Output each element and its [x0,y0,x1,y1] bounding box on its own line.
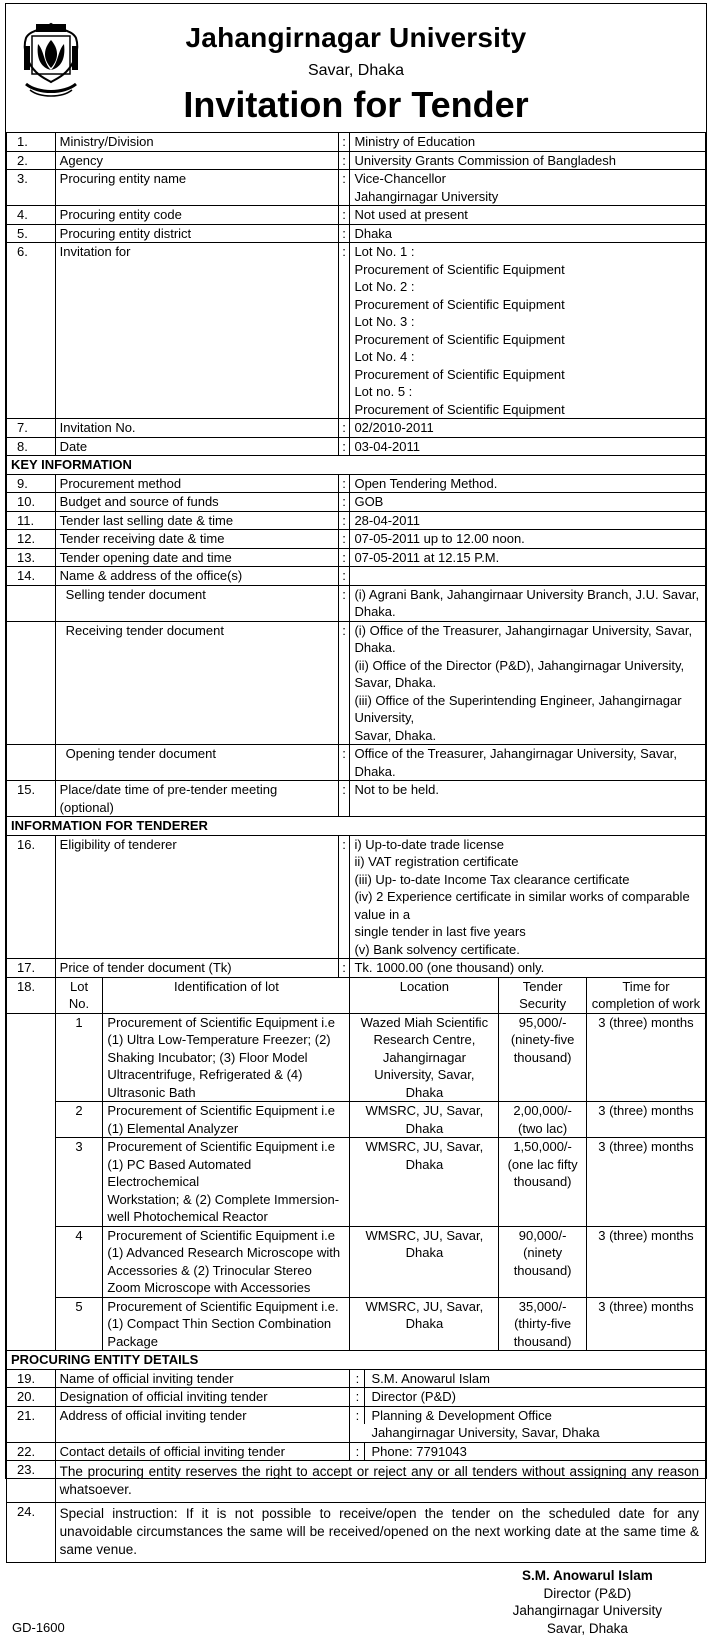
row-number: 6. [7,243,56,419]
text-line: (two lac) [503,1120,582,1138]
text-line: Procurement of Scientific Equipment i.e [107,1227,345,1245]
lot-number: 2 [55,1102,103,1138]
row-label: Tender receiving date & time [55,530,338,549]
row-value [350,959,706,978]
lot-identification [103,1226,350,1297]
text-line: University Grants Commission of Bangladesh [354,152,701,170]
separator: : [350,1370,365,1388]
row-number: 24. [7,1503,56,1563]
text-line: Dhaka [354,1315,494,1333]
text-line: Procurement of Scientific Equipment [354,366,701,384]
notice-title: Invitation for Tender [6,84,706,126]
text-line: Accessories & (2) Trinocular Stereo [107,1262,345,1280]
text-line: Zoom Microscope with Accessories [107,1279,345,1297]
text-line: WMSRC, JU, Savar, [354,1138,494,1156]
note-text: The procuring entity reserves the right to accept or reject any or all tenders without assigning any reason whatsoever. [55,1461,705,1503]
university-name: Jahangirnagar University [6,22,706,54]
separator: : [338,530,350,549]
row-number: 4. [7,206,56,225]
separator: : [338,493,350,512]
text-line: (i) Office of the Treasurer, Jahangirnagar University, Savar, Dhaka. [354,622,701,657]
location-header: Location [350,977,499,1013]
info-row [7,959,706,978]
separator: : [338,133,350,152]
lot-security [499,1226,587,1297]
text-line: Savar, Dhaka. [354,727,701,745]
separator: : [338,548,350,567]
section-heading: PROCURING ENTITY DETAILS [7,1351,706,1370]
row-value [350,170,706,206]
text-line: (iv) 2 Experience certificate in similar works of comparable value in a [354,888,701,923]
text-line: 95,000/- [503,1014,582,1032]
text-line: Wazed Miah Scientific [354,1014,494,1032]
row-value [350,474,706,493]
security-header: Tender Security [499,977,587,1013]
info-row [7,224,706,243]
separator: : [338,959,350,978]
text-line: (ii) Office of the Director (P&D), Jahangirnagar University, Savar, Dhaka. [354,657,701,692]
row-number: 1. [7,133,56,152]
text-line: 02/2010-2011 [354,419,701,437]
text-line: Dhaka [354,225,701,243]
row-label: Designation of official inviting tender [55,1388,350,1407]
lot-location [350,1297,499,1351]
lot-completion-time: 3 (three) months [586,1226,705,1297]
text-line: thousand) [503,1333,582,1351]
notice-code: GD-1600 [12,1620,65,1635]
lot-row [7,1138,706,1227]
row-value [350,243,706,419]
text-line: Phone: 7791043 [371,1443,466,1461]
row-value [350,224,706,243]
text-line: Lot No. 2 : [354,278,701,296]
row-value [350,151,706,170]
text-line: Procurement of Scientific Equipment i.e [107,1102,345,1120]
note-row [7,1503,706,1563]
lot-number: 1 [55,1013,103,1102]
text-line: Workstation; & (2) Complete Immersion- [107,1191,345,1209]
info-row [7,567,706,586]
lot-location [350,1138,499,1227]
row-number: 20. [7,1388,56,1407]
row-number: 21. [7,1406,56,1442]
lot-location [350,1013,499,1102]
row-value [350,133,706,152]
text-line: Jahangirnagar University, Savar, Dhaka [371,1424,599,1442]
text-line: Procurement of Scientific Equipment i.e. [107,1298,345,1316]
time-header: Time for completion of work [586,977,705,1013]
info-row [7,835,706,959]
text-line: 2,00,000/- [503,1102,582,1120]
row-number: 7. [7,419,56,438]
row-label: Invitation No. [55,419,338,438]
info-row [7,437,706,456]
info-row [7,585,706,621]
info-row [7,474,706,493]
row-label: Selling tender document [55,585,338,621]
text-line: Procurement of Scientific Equipment i.e [107,1138,345,1156]
row-number: 5. [7,224,56,243]
info-row [7,1369,706,1388]
row-label: Opening tender document [55,745,338,781]
text-line: Lot No. 3 : [354,313,701,331]
lot-completion-time: 3 (three) months [586,1013,705,1102]
text-line: Open Tendering Method. [354,475,701,493]
row-value [350,835,706,959]
row-label: Address of official inviting tender [55,1406,350,1442]
row-label: Procuring entity district [55,224,338,243]
lots-header-row [7,977,706,1013]
row-label: Place/date time of pre-tender meeting (optional) [55,781,338,817]
text-line: 35,000/- [503,1298,582,1316]
row-label: Eligibility of tenderer [55,835,338,959]
info-row [7,548,706,567]
info-row [7,511,706,530]
text-line: GOB [354,493,701,511]
lot-completion-time: 3 (three) months [586,1138,705,1227]
text-line: (ninety [503,1244,582,1262]
row-number: 18. [7,977,56,1013]
text-line: i) Up-to-date trade license [354,836,701,854]
text-line: well Photochemical Reactor [107,1208,345,1226]
identification-header: Identification of lot [103,977,350,1013]
notice-footer [6,1563,706,1635]
separator: : [338,745,350,781]
row-value [350,781,706,817]
university-location: Savar, Dhaka [6,62,706,80]
row-number [7,745,56,781]
info-row [7,170,706,206]
row-label: Ministry/Division [55,133,338,152]
row-value [350,1369,706,1388]
lot-number: 5 [55,1297,103,1351]
info-row [7,530,706,549]
lot-security [499,1297,587,1351]
text-line: Lot No. 1 : [354,243,701,261]
text-line: Dhaka [354,1244,494,1262]
text-line: Procurement of Scientific Equipment [354,331,701,349]
lot-completion-time: 3 (three) months [586,1102,705,1138]
row-label: Procuring entity code [55,206,338,225]
row-label: Tender opening date and time [55,548,338,567]
row-value [350,493,706,512]
text-line: Vice-Chancellor [354,170,701,188]
text-line: Package [107,1333,345,1351]
separator: : [338,511,350,530]
row-value [350,511,706,530]
row-label: Name of official inviting tender [55,1369,350,1388]
text-line: Office of the Treasurer, Jahangirnagar University, Savar, Dhaka. [354,745,701,780]
text-line: Ultracentrifuge, Refrigerated & (4) [107,1066,345,1084]
row-value [350,419,706,438]
text-line: Tk. 1000.00 (one thousand) only. [354,959,701,977]
text-line: (ninety-five [503,1031,582,1049]
row-number: 16. [7,835,56,959]
text-line: WMSRC, JU, Savar, [354,1227,494,1245]
text-line: ii) VAT registration certificate [354,853,701,871]
signatory-designation: Director (P&D) [513,1585,662,1603]
row-value [350,1406,706,1442]
text-line: Ministry of Education [354,133,701,151]
lot-identification [103,1102,350,1138]
text-line: Jahangirnagar University [354,188,701,206]
row-number: 17. [7,959,56,978]
info-row [7,1388,706,1407]
text-line: 07-05-2011 at 12.15 P.M. [354,549,701,567]
row-value [350,1388,706,1407]
row-value [350,437,706,456]
lot-identification [103,1297,350,1351]
lot-row [7,1013,706,1102]
lot-location [350,1226,499,1297]
note-row [7,1461,706,1503]
info-row [7,1406,706,1442]
lot-identification [103,1138,350,1227]
row-value [350,548,706,567]
lot-identification [103,1013,350,1102]
text-line: University, Savar, Dhaka [354,1066,494,1101]
row-label: Agency [55,151,338,170]
info-row [7,151,706,170]
lot-number: 4 [55,1226,103,1297]
text-line: (1) Elemental Analyzer [107,1120,345,1138]
lot-row [7,1226,706,1297]
separator: : [338,151,350,170]
separator: : [338,437,350,456]
separator: : [338,781,350,817]
tender-notice [5,3,707,1479]
text-line: thousand) [503,1049,582,1067]
info-row [7,133,706,152]
text-line: (v) Bank solvency certificate. [354,941,701,959]
separator: : [338,243,350,419]
row-value [350,206,706,225]
lot-number: 3 [55,1138,103,1227]
text-line: single tender in last five years [354,923,701,941]
row-number: 3. [7,170,56,206]
info-row [7,493,706,512]
row-value [350,621,706,745]
row-value [350,530,706,549]
info-row [7,243,706,419]
tender-table [6,132,706,1563]
signatory-organization: Jahangirnagar University [513,1602,662,1620]
text-line: (one lac fifty [503,1156,582,1174]
signatory-place: Savar, Dhaka [513,1620,662,1637]
row-label: Contact details of official inviting tender [55,1442,350,1461]
lot-location [350,1102,499,1138]
text-line: (1) PC Based Automated Electrochemical [107,1156,345,1191]
separator: : [350,1443,365,1461]
text-line: thousand) [503,1173,582,1191]
text-line: (1) Compact Thin Section Combination [107,1315,345,1333]
text-line: Lot no. 5 : [354,383,701,401]
text-line: Director (P&D) [371,1388,456,1406]
lot-security [499,1102,587,1138]
row-number: 2. [7,151,56,170]
info-row [7,745,706,781]
row-number: 22. [7,1442,56,1461]
text-line: (iii) Up- to-date Income Tax clearance certificate [354,871,701,889]
separator: : [350,1407,365,1425]
row-label: Tender last selling date & time [55,511,338,530]
separator: : [338,835,350,959]
row-number: 9. [7,474,56,493]
separator: : [350,1388,365,1406]
row-number: 23. [7,1461,56,1503]
text-line: (iii) Office of the Superintending Engineer, Jahangirnagar University, [354,692,701,727]
separator: : [338,206,350,225]
text-line: (1) Advanced Research Microscope with [107,1244,345,1262]
text-line: Dhaka [354,1120,494,1138]
separator: : [338,170,350,206]
info-row [7,1442,706,1461]
text-line: Ultrasonic Bath [107,1084,345,1102]
row-label: Price of tender document (Tk) [55,959,338,978]
text-line: thousand) [503,1262,582,1280]
row-number: 13. [7,548,56,567]
row-number: 11. [7,511,56,530]
text-line: (1) Ultra Low-Temperature Freezer; (2) [107,1031,345,1049]
text-line: Procurement of Scientific Equipment i.e [107,1014,345,1032]
text-line: Not to be held. [354,781,701,799]
section-heading: KEY INFORMATION [7,456,706,475]
info-row [7,781,706,817]
text-line: Procurement of Scientific Equipment [354,261,701,279]
lot-security [499,1138,587,1227]
lot-row [7,1102,706,1138]
row-label: Budget and source of funds [55,493,338,512]
info-row [7,206,706,225]
text-line: 90,000/- [503,1227,582,1245]
row-value [350,567,706,586]
signature-block [513,1567,662,1637]
text-line: Shaking Incubator; (3) Floor Model [107,1049,345,1067]
text-line: Planning & Development Office [371,1407,599,1425]
note-text: Special instruction: If it is not possible to receive/open the tender on the scheduled date for any unavoidable circumstances the same will be received/opened on the next working date at the same time & same venue. [55,1503,705,1563]
row-label: Procuring entity name [55,170,338,206]
text-line: Not used at present [354,206,701,224]
separator: : [338,567,350,586]
section-heading: INFORMATION FOR TENDERER [7,817,706,836]
text-line: WMSRC, JU, Savar, [354,1298,494,1316]
row-number: 14. [7,567,56,586]
row-value [350,585,706,621]
separator: : [338,419,350,438]
row-value [350,1442,706,1461]
row-number: 15. [7,781,56,817]
row-label: Invitation for [55,243,338,419]
separator: : [338,621,350,745]
signatory-name: S.M. Anowarul Islam [513,1567,662,1585]
row-number [7,621,56,745]
text-line: Research Centre, [354,1031,494,1049]
lot-security [499,1013,587,1102]
row-label: Receiving tender document [55,621,338,745]
row-label: Date [55,437,338,456]
notice-header [6,4,706,132]
lot-header: Lot No. [55,977,103,1013]
row-number: 12. [7,530,56,549]
separator: : [338,474,350,493]
row-label: Procurement method [55,474,338,493]
row-number [7,585,56,621]
row-value [350,745,706,781]
info-row [7,419,706,438]
separator: : [338,224,350,243]
text-line: S.M. Anowarul Islam [371,1370,490,1388]
row-label: Name & address of the office(s) [55,567,338,586]
row-number: 8. [7,437,56,456]
text-line: (i) Agrani Bank, Jahangirnaar University Branch, J.U. Savar, Dhaka. [354,586,701,621]
text-line: 07-05-2011 up to 12.00 noon. [354,530,701,548]
row-number: 19. [7,1369,56,1388]
lot-completion-time: 3 (three) months [586,1297,705,1351]
lot-row [7,1297,706,1351]
text-line: Jahangirnagar [354,1049,494,1067]
text-line: 28-04-2011 [354,512,701,530]
text-line: Lot No. 4 : [354,348,701,366]
separator: : [338,585,350,621]
text-line: Dhaka [354,1156,494,1174]
text-line: Procurement of Scientific Equipment [354,401,701,419]
text-line: 03-04-2011 [354,438,701,456]
text-line: 1,50,000/- [503,1138,582,1156]
row-number: 10. [7,493,56,512]
info-row [7,621,706,745]
text-line: (thirty-five [503,1315,582,1333]
text-line: Procurement of Scientific Equipment [354,296,701,314]
text-line: WMSRC, JU, Savar, [354,1102,494,1120]
